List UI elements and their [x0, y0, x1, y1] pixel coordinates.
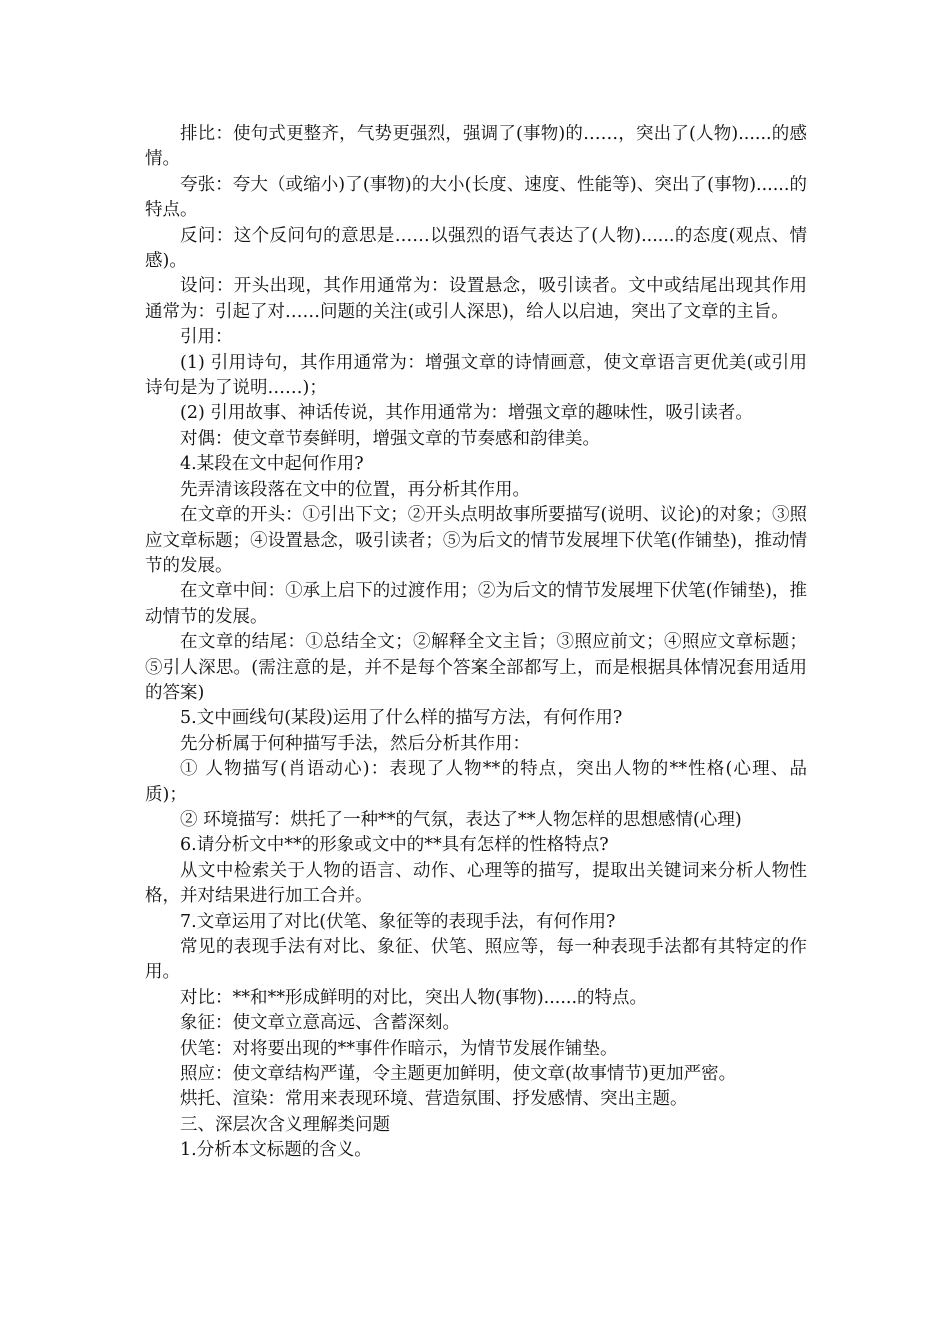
paragraph-rhetorical-question: 反问：这个反问句的意思是……以强烈的语气表达了(人物)......的态度(观点、情感)。	[145, 225, 807, 272]
section-3-question-1: 1.分析本文标题的含义。	[180, 1140, 372, 1161]
paragraph-quotation-story: (2) 引用故事、神话传说，其作用通常为：增强文章的趣味性，吸引读者。	[180, 403, 753, 424]
paragraph-foreshadowing: 伏笔：对将要出现的**事件作暗示，为情节发展作铺垫。	[180, 1038, 618, 1059]
paragraph-q4-beginning: 在文章的开头：①引出下文；②开头点明故事所要描写(说明、议论)的对象；③照应文章标题；④设置悬念，吸引读者；⑤为后文的情节发展埋下伏笔(作铺垫)，推动情节的发展。	[145, 505, 807, 576]
paragraph-q7-intro: 常见的表现手法有对比、象征、伏笔、照应等，每一种表现手法都有其特定的作用。	[145, 937, 807, 983]
paragraph-q4-ending: 在文章的结尾：①总结全文；②解释全文主旨；③照应前文；④照应文章标题；⑤引人深思。(需注意的是，并不是每个答案全部都写上，而是根据具体情况套用适用的答案)	[145, 632, 807, 703]
question-4-heading: 4.某段在文中起何作用?	[180, 454, 364, 475]
paragraph-symbolism: 象征：使文章立意高远、含蓄深刻。	[180, 1013, 460, 1034]
paragraph-contrast: 对比：**和**形成鲜明的对比，突出人物(事物)......的特点。	[180, 987, 648, 1008]
paragraph-q5-environment: ② 环境描写：烘托了一种**的气氛，表达了**人物怎样的思想感情(心理)	[180, 809, 742, 830]
paragraph-q5-character: ① 人物描写(肖语动心)：表现了人物**的特点，突出人物的**性格(心理、品质)；	[145, 759, 807, 805]
paragraph-hyperbole: 夸张：夸大（或缩小)了(事物)的大小(长度、速度、性能等)、突出了(事物)......的特点。	[145, 174, 807, 221]
paragraph-quotation-heading: 引用：	[180, 327, 233, 348]
paragraph-quotation-poetry: (1) 引用诗句，其作用通常为：增强文章的诗情画意，使文章语言更优美(或引用诗句是为了说明……)；	[145, 352, 807, 399]
paragraph-q6-answer: 从文中检索关于人物的语言、动作、心理等的描写，提取出关键词来分析人物性格，并对结果进行加工合并。	[145, 860, 807, 907]
paragraph-setting-off: 烘托、渲染：常用来表现环境、营造氛围、抒发感情、突出主题。	[180, 1089, 688, 1110]
paragraph-parallelism: 排比：使句式更整齐，气势更强烈，强调了(事物)的……，突出了(人物)......的感情。	[145, 124, 807, 170]
paragraph-echo: 照应：使文章结构严谨，令主题更加鲜明，使文章(故事情节)更加严密。	[180, 1064, 737, 1085]
section-3-heading: 三、深层次含义理解类问题	[180, 1114, 390, 1135]
question-6-heading: 6.请分析文中**的形象或文中的**具有怎样的性格特点?	[180, 835, 609, 856]
paragraph-antithesis: 对偶：使文章节奏鲜明，增强文章的节奏感和韵律美。	[180, 428, 600, 449]
paragraph-q4-middle: 在文章中间：①承上启下的过渡作用；②为后文的情节发展埋下伏笔(作铺垫)，推动情节的发展。	[145, 581, 807, 627]
question-5-heading: 5.文中画线句(某段)运用了什么样的描写方法，有何作用?	[180, 708, 623, 729]
paragraph-q4-intro: 先弄清该段落在文中的位置，再分析其作用。	[180, 479, 530, 500]
paragraph-q5-intro: 先分析属于何种描写手法，然后分析其作用：	[180, 733, 530, 754]
question-7-heading: 7.文章运用了对比(伏笔、象征等的表现手法，有何作用?	[180, 911, 616, 932]
document-body	[145, 122, 807, 1164]
paragraph-self-question: 设问：开头出现，其作用通常为：设置悬念，吸引读者。文中或结尾出现其作用通常为：引起了对……问题的关注(或引人深思)，给人以启迪，突出了文章的主旨。	[145, 276, 807, 322]
